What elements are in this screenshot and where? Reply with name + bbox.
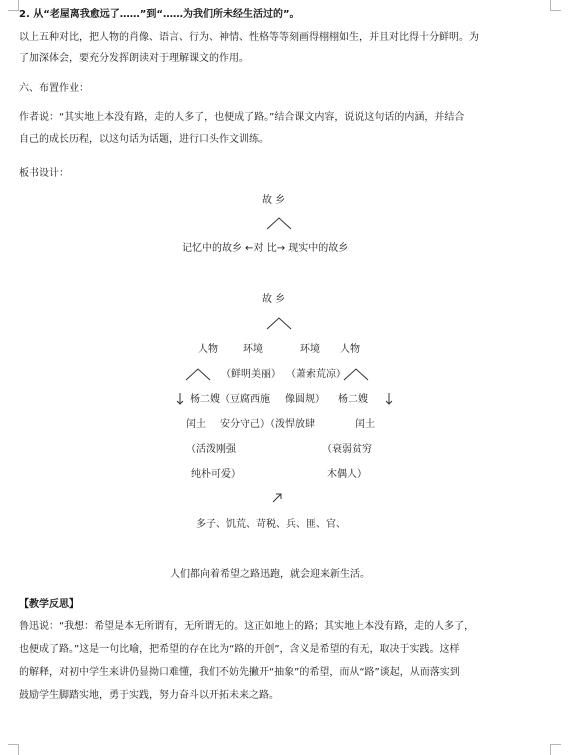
runtu-young-traits: （活泼刚强 xyxy=(186,444,236,455)
board-design-label: 板书设计： xyxy=(19,168,69,179)
causes-line: 多子、饥荒、苛税、兵、匪、官、 xyxy=(196,519,346,530)
arrow-down-icon xyxy=(385,393,393,405)
character-yang-ersao-left: 杨二嫂（豆腐西施 xyxy=(190,394,270,405)
board-title: 故 乡 xyxy=(262,195,286,206)
page-corner-bottom-left xyxy=(8,744,19,755)
label-environment-right: 环境 xyxy=(300,344,320,355)
label-person-right: 人物 xyxy=(340,344,360,355)
reflection-line: 的解释，对初中学生来讲仍显拗口难懂，我们不妨先撇开“抽象”的希望，而从“路”谈起，从而落实到 xyxy=(19,667,460,678)
page-corner-top-left xyxy=(8,0,19,11)
character-yang-ersao-right: 杨二嫂 xyxy=(338,394,368,405)
contrast-line: 记忆中的故乡 ←对 比→ 现实中的故乡 xyxy=(182,243,349,254)
paragraph-line: 了加深体会，要充分发挥朗读对于理解课文的作用。 xyxy=(19,53,249,64)
arrow-down-icon xyxy=(176,393,184,405)
character-runtu-left: 闰土 xyxy=(186,419,206,430)
conclusion-line: 人们都向着希望之路迅跑，就会迎来新生活。 xyxy=(170,569,370,580)
board-title: 故 乡 xyxy=(262,294,286,305)
label-environment-left: 环境 xyxy=(243,344,263,355)
environment-description-right: （萧索荒凉） xyxy=(286,369,346,380)
homework-line: 作者说：“其实地上本没有路，走的人多了，也便成了路。”结合课文内容，说说这句话的内涵，并结合 xyxy=(19,112,465,123)
homework-line: 自己的成长历程，以这句话为话题，进行口头作文训练。 xyxy=(19,134,269,145)
character-yang-ersao-mid: 像圆规） xyxy=(285,394,325,405)
character-traits-middle: 安分守己）（泼悍放肆 xyxy=(220,419,315,430)
environment-description-left: （鲜明美丽） xyxy=(221,369,281,380)
page-corner-top-right xyxy=(550,0,561,11)
label-person-left: 人物 xyxy=(198,344,218,355)
section-2-heading: 2. 从“老屋离我愈远了……”到“……为我们所未经生活过的”。 xyxy=(19,9,300,20)
page-corner-bottom-right xyxy=(550,744,561,755)
caret-mark xyxy=(266,316,292,330)
reflection-line: 也便成了路。”这是一句比喻，把希望的存在比为“路的开创”，含义是希望的有无，取决于实践。这样 xyxy=(19,644,460,655)
reflection-line: 鼓励学生脚踏实地，勇于实践，努力奋斗以开拓未来之路。 xyxy=(19,690,279,701)
section-6-heading: 六、布置作业： xyxy=(19,83,89,94)
character-runtu-right: 闰土 xyxy=(355,419,375,430)
caret-mark xyxy=(266,216,292,230)
runtu-old-traits-2: 木偶人） xyxy=(327,469,367,480)
reflection-line: 鲁迅说：“我想：希望是本无所谓有，无所谓无的。这正如地上的路；其实地上本没有路，走的人多了， xyxy=(19,621,475,632)
runtu-young-traits-2: 纯朴可爱） xyxy=(191,469,241,480)
runtu-old-traits: （衰弱贫穷 xyxy=(322,444,372,455)
caret-mark xyxy=(185,367,211,381)
arrow-up-right-icon xyxy=(272,493,282,503)
paragraph-line: 以上五种对比，把人物的肖像、语言、行为、神情、性格等等刻画得栩栩如生，并且对比得十分鲜明。为 xyxy=(19,32,479,43)
caret-mark xyxy=(343,367,369,381)
reflection-heading: 【教学反思】 xyxy=(19,599,79,610)
